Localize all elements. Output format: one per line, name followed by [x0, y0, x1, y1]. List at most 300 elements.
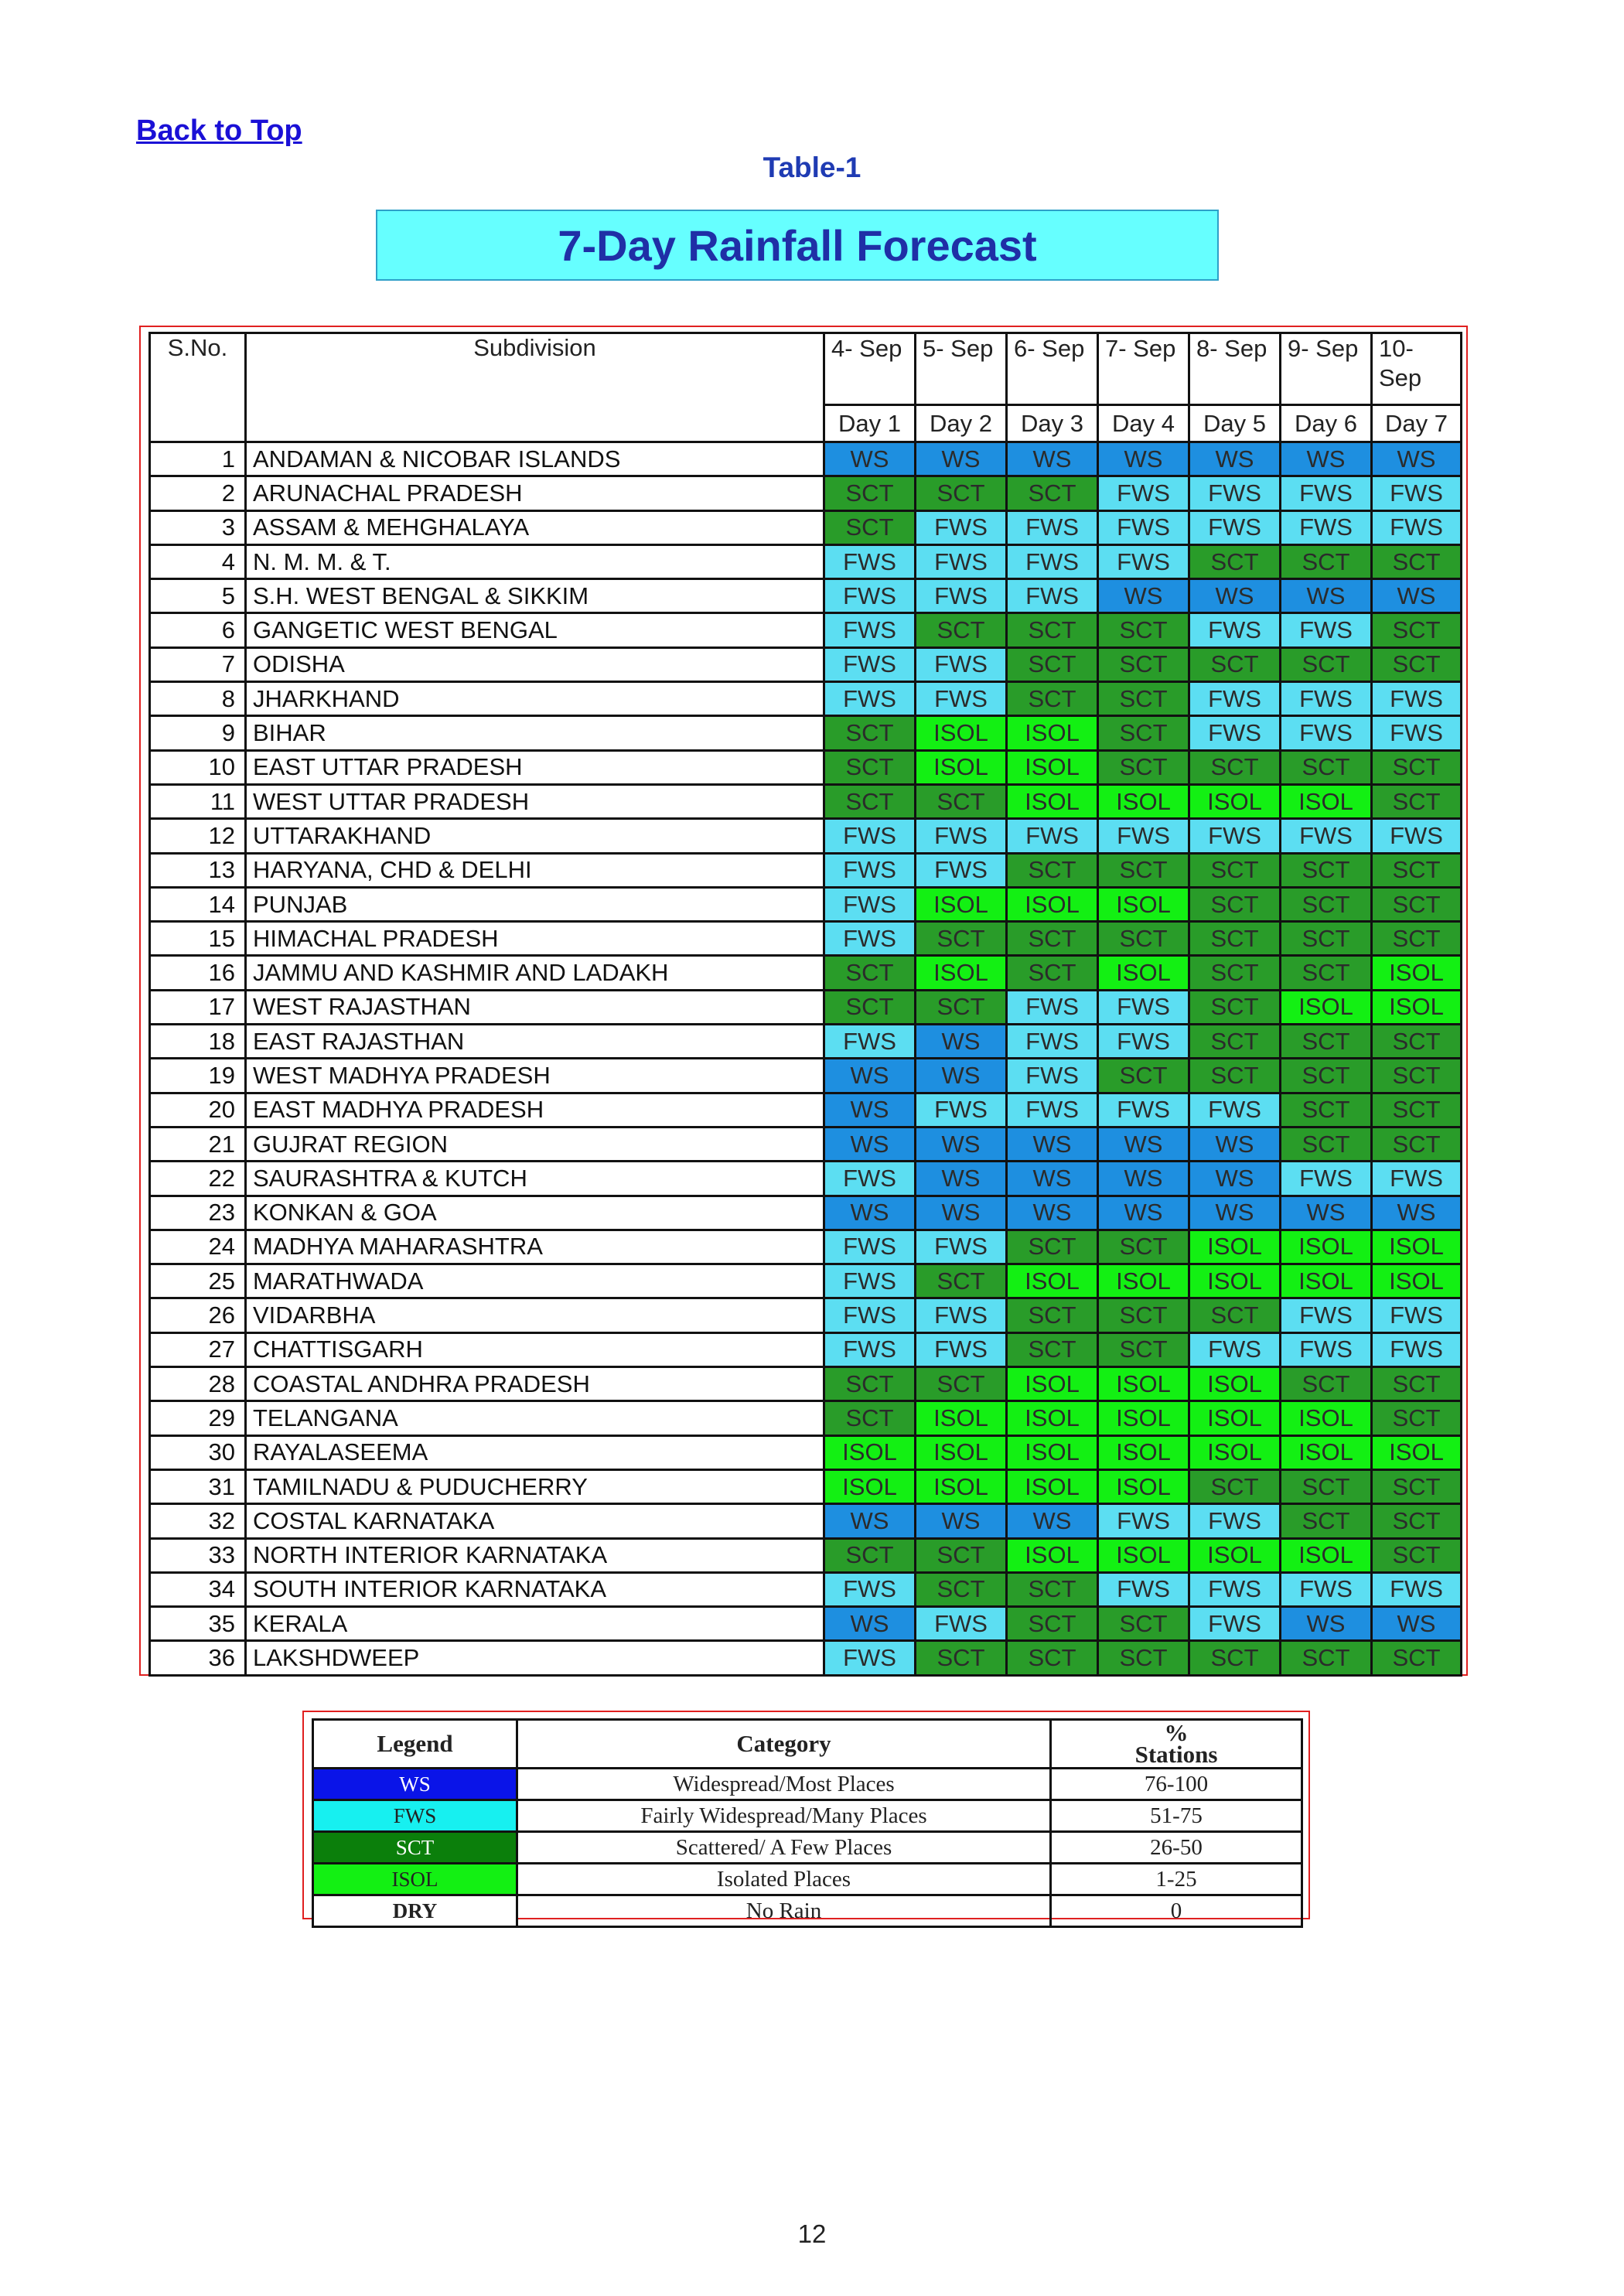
legend-code: SCT: [313, 1832, 517, 1864]
forecast-cell: FWS: [916, 1607, 1007, 1641]
row-serial-number: 19: [150, 1059, 246, 1093]
forecast-cell: WS: [824, 1196, 916, 1230]
forecast-cell: SCT: [1007, 682, 1098, 716]
forecast-cell: SCT: [1372, 1469, 1462, 1503]
forecast-cell: ISOL: [1189, 1367, 1281, 1401]
forecast-cell: WS: [1372, 579, 1462, 613]
forecast-cell: ISOL: [1189, 1435, 1281, 1469]
forecast-cell: WS: [1281, 442, 1372, 476]
row-serial-number: 26: [150, 1298, 246, 1332]
forecast-cell: FWS: [1372, 716, 1462, 750]
day-header: Day 2: [916, 405, 1007, 442]
table-row: [150, 1196, 1462, 1230]
forecast-cell: FWS: [1098, 544, 1189, 578]
forecast-cell: SCT: [1098, 922, 1189, 956]
subdivision-name: TAMILNADU & PUDUCHERRY: [246, 1469, 824, 1503]
forecast-cell: FWS: [1281, 1298, 1372, 1332]
forecast-cell: SCT: [1281, 1469, 1372, 1503]
subdivision-name: JAMMU AND KASHMIR AND LADAKH: [246, 956, 824, 990]
forecast-cell: WS: [1098, 1162, 1189, 1196]
subdivision-name: RAYALASEEMA: [246, 1435, 824, 1469]
forecast-cell: SCT: [1281, 1093, 1372, 1127]
row-serial-number: 27: [150, 1332, 246, 1366]
table-row: [150, 442, 1462, 476]
legend-category: Isolated Places: [517, 1864, 1051, 1895]
forecast-cell: SCT: [1281, 647, 1372, 681]
row-serial-number: 13: [150, 853, 246, 887]
forecast-cell: SCT: [1281, 1059, 1372, 1093]
forecast-cell: ISOL: [1098, 1367, 1189, 1401]
forecast-cell: SCT: [1281, 750, 1372, 784]
subdivision-name: ANDAMAN & NICOBAR ISLANDS: [246, 442, 824, 476]
forecast-cell: SCT: [1281, 1127, 1372, 1161]
forecast-cell: SCT: [1007, 1641, 1098, 1675]
table-row: [150, 990, 1462, 1024]
day-header: Day 1: [824, 405, 916, 442]
forecast-cell: WS: [1281, 579, 1372, 613]
legend-stations: 0: [1051, 1895, 1302, 1927]
back-to-top-link[interactable]: Back to Top: [136, 114, 302, 147]
forecast-cell: ISOL: [1281, 1538, 1372, 1572]
table-caption: Table-1: [763, 152, 861, 183]
forecast-cell: FWS: [824, 1162, 916, 1196]
forecast-cell: ISOL: [916, 887, 1007, 921]
forecast-cell: SCT: [1007, 1607, 1098, 1641]
forecast-table: [148, 332, 1462, 1677]
legend-row: [313, 1832, 1302, 1864]
forecast-cell: WS: [916, 1504, 1007, 1538]
forecast-cell: SCT: [1098, 682, 1189, 716]
forecast-cell: FWS: [1281, 1572, 1372, 1606]
table-row: [150, 956, 1462, 990]
subdivision-name: EAST RAJASTHAN: [246, 1025, 824, 1059]
forecast-cell: SCT: [1372, 1093, 1462, 1127]
table-row: [150, 887, 1462, 921]
forecast-cell: SCT: [1189, 544, 1281, 578]
forecast-cell: ISOL: [1281, 990, 1372, 1024]
forecast-cell: SCT: [824, 1401, 916, 1435]
table-row: [150, 1298, 1462, 1332]
row-serial-number: 10: [150, 750, 246, 784]
forecast-cell: SCT: [1372, 647, 1462, 681]
forecast-cell: ISOL: [1189, 1264, 1281, 1298]
row-serial-number: 25: [150, 1264, 246, 1298]
stations-header-label: Stations: [1134, 1741, 1218, 1768]
forecast-cell: ISOL: [1098, 1469, 1189, 1503]
table-row: [150, 853, 1462, 887]
forecast-cell: ISOL: [916, 1401, 1007, 1435]
forecast-cell: SCT: [1372, 1401, 1462, 1435]
forecast-cell: FWS: [1007, 819, 1098, 853]
forecast-cell: SCT: [1372, 1641, 1462, 1675]
forecast-cell: WS: [824, 1059, 916, 1093]
forecast-cell: FWS: [1189, 682, 1281, 716]
table-row: [150, 1401, 1462, 1435]
forecast-cell: FWS: [1098, 1572, 1189, 1606]
subdivision-name: MARATHWADA: [246, 1264, 824, 1298]
forecast-cell: SCT: [1098, 1607, 1189, 1641]
row-serial-number: 16: [150, 956, 246, 990]
forecast-cell: FWS: [916, 1093, 1007, 1127]
forecast-cell: SCT: [1281, 853, 1372, 887]
forecast-cell: SCT: [1372, 887, 1462, 921]
subdivision-name: ARUNACHAL PRADESH: [246, 476, 824, 510]
subdivision-name: MADHYA MAHARASHTRA: [246, 1230, 824, 1264]
forecast-cell: SCT: [1281, 544, 1372, 578]
day-header: Day 7: [1372, 405, 1462, 442]
row-serial-number: 31: [150, 1469, 246, 1503]
row-serial-number: 34: [150, 1572, 246, 1606]
forecast-cell: SCT: [1189, 1298, 1281, 1332]
forecast-cell: SCT: [1098, 716, 1189, 750]
forecast-cell: SCT: [824, 1538, 916, 1572]
table-row: [150, 1367, 1462, 1401]
subdivision-name: GANGETIC WEST BENGAL: [246, 613, 824, 647]
subdivision-name: EAST UTTAR PRADESH: [246, 750, 824, 784]
subdivision-name: HARYANA, CHD & DELHI: [246, 853, 824, 887]
row-serial-number: 5: [150, 579, 246, 613]
legend-stations: 51-75: [1051, 1800, 1302, 1832]
legend-stations: 26-50: [1051, 1832, 1302, 1864]
forecast-cell: SCT: [1372, 1504, 1462, 1538]
forecast-cell: SCT: [1098, 1298, 1189, 1332]
forecast-cell: FWS: [824, 1264, 916, 1298]
forecast-cell: SCT: [824, 1367, 916, 1401]
forecast-cell: SCT: [1007, 956, 1098, 990]
forecast-cell: FWS: [824, 544, 916, 578]
forecast-cell: FWS: [1281, 716, 1372, 750]
forecast-cell: SCT: [1281, 887, 1372, 921]
table-row: [150, 579, 1462, 613]
forecast-cell: ISOL: [824, 1435, 916, 1469]
forecast-cell: SCT: [1189, 922, 1281, 956]
forecast-cell: SCT: [1098, 647, 1189, 681]
subdivision-name: ASSAM & MEHGHALAYA: [246, 510, 824, 544]
legend-table-body: [313, 1769, 1302, 1927]
forecast-cell: ISOL: [1189, 784, 1281, 818]
forecast-cell: SCT: [916, 1538, 1007, 1572]
forecast-cell: FWS: [1281, 613, 1372, 647]
forecast-cell: SCT: [1098, 1332, 1189, 1366]
row-serial-number: 14: [150, 887, 246, 921]
subdivision-name: JHARKHAND: [246, 682, 824, 716]
forecast-cell: SCT: [916, 613, 1007, 647]
forecast-cell: ISOL: [1281, 1435, 1372, 1469]
forecast-cell: FWS: [824, 1025, 916, 1059]
forecast-cell: FWS: [824, 1332, 916, 1366]
forecast-cell: ISOL: [1372, 1230, 1462, 1264]
forecast-cell: FWS: [1189, 1093, 1281, 1127]
legend-code: DRY: [313, 1895, 517, 1927]
subdivision-name: KONKAN & GOA: [246, 1196, 824, 1230]
forecast-cell: SCT: [1281, 922, 1372, 956]
forecast-cell: WS: [916, 1059, 1007, 1093]
forecast-cell: SCT: [916, 922, 1007, 956]
forecast-cell: FWS: [1007, 990, 1098, 1024]
forecast-cell: ISOL: [1098, 784, 1189, 818]
forecast-cell: SCT: [1189, 956, 1281, 990]
forecast-cell: WS: [916, 1127, 1007, 1161]
forecast-cell: SCT: [1372, 613, 1462, 647]
table-row: [150, 1127, 1462, 1161]
forecast-cell: SCT: [1189, 750, 1281, 784]
date-header: 7- Sep: [1098, 333, 1189, 405]
table-row: [150, 1264, 1462, 1298]
table-row: [150, 819, 1462, 853]
forecast-cell: SCT: [824, 990, 916, 1024]
table-row: [150, 922, 1462, 956]
forecast-cell: WS: [1189, 1162, 1281, 1196]
forecast-cell: WS: [1281, 1607, 1372, 1641]
forecast-cell: SCT: [824, 784, 916, 818]
subdivision-name: ODISHA: [246, 647, 824, 681]
subdivision-header: Subdivision: [246, 333, 824, 442]
forecast-cell: FWS: [1372, 1162, 1462, 1196]
row-serial-number: 7: [150, 647, 246, 681]
forecast-cell: FWS: [824, 1298, 916, 1332]
forecast-cell: ISOL: [1281, 1401, 1372, 1435]
forecast-cell: SCT: [1372, 784, 1462, 818]
forecast-cell: WS: [824, 1607, 916, 1641]
forecast-cell: FWS: [824, 819, 916, 853]
forecast-cell: WS: [1098, 579, 1189, 613]
row-serial-number: 32: [150, 1504, 246, 1538]
forecast-cell: ISOL: [1007, 1367, 1098, 1401]
forecast-cell: ISOL: [1007, 784, 1098, 818]
forecast-cell: SCT: [1372, 1059, 1462, 1093]
forecast-cell: SCT: [1007, 647, 1098, 681]
forecast-cell: FWS: [1098, 1504, 1189, 1538]
forecast-table-body: [150, 442, 1462, 1676]
forecast-cell: FWS: [1189, 613, 1281, 647]
subdivision-name: CHATTISGARH: [246, 1332, 824, 1366]
forecast-cell: ISOL: [1098, 1538, 1189, 1572]
table-row: [150, 750, 1462, 784]
forecast-cell: FWS: [824, 1230, 916, 1264]
forecast-cell: ISOL: [1189, 1230, 1281, 1264]
forecast-cell: ISOL: [1007, 1435, 1098, 1469]
table-row: [150, 544, 1462, 578]
forecast-cell: FWS: [916, 647, 1007, 681]
day-header: Day 5: [1189, 405, 1281, 442]
forecast-cell: FWS: [1372, 682, 1462, 716]
forecast-cell: WS: [1098, 442, 1189, 476]
forecast-cell: SCT: [1007, 922, 1098, 956]
page-title: 7-Day Rainfall Forecast: [558, 220, 1037, 270]
date-header: 8- Sep: [1189, 333, 1281, 405]
forecast-cell: SCT: [1189, 990, 1281, 1024]
legend-row: [313, 1769, 1302, 1800]
subdivision-name: WEST RAJASTHAN: [246, 990, 824, 1024]
forecast-cell: SCT: [916, 1572, 1007, 1606]
forecast-cell: SCT: [824, 476, 916, 510]
table-row: [150, 1025, 1462, 1059]
forecast-cell: WS: [1372, 442, 1462, 476]
forecast-cell: ISOL: [1098, 1401, 1189, 1435]
forecast-cell: FWS: [1189, 716, 1281, 750]
day-header: Day 4: [1098, 405, 1189, 442]
forecast-cell: FWS: [1098, 990, 1189, 1024]
forecast-cell: FWS: [1189, 1504, 1281, 1538]
forecast-cell: ISOL: [1189, 1401, 1281, 1435]
row-serial-number: 29: [150, 1401, 246, 1435]
subdivision-name: S.H. WEST BENGAL & SIKKIM: [246, 579, 824, 613]
subdivision-name: VIDARBHA: [246, 1298, 824, 1332]
forecast-cell: FWS: [916, 1298, 1007, 1332]
forecast-cell: ISOL: [1007, 1538, 1098, 1572]
forecast-cell: FWS: [1372, 1298, 1462, 1332]
forecast-cell: FWS: [1281, 819, 1372, 853]
subdivision-name: GUJRAT REGION: [246, 1127, 824, 1161]
legend-header-row: [313, 1720, 1302, 1769]
row-serial-number: 4: [150, 544, 246, 578]
forecast-cell: ISOL: [916, 1469, 1007, 1503]
subdivision-name: WEST MADHYA PRADESH: [246, 1059, 824, 1093]
forecast-cell: SCT: [1098, 1641, 1189, 1675]
forecast-cell: FWS: [1007, 544, 1098, 578]
forecast-cell: SCT: [1007, 853, 1098, 887]
forecast-cell: WS: [824, 1093, 916, 1127]
forecast-cell: FWS: [824, 682, 916, 716]
forecast-cell: SCT: [1281, 1504, 1372, 1538]
forecast-cell: FWS: [1098, 476, 1189, 510]
forecast-cell: SCT: [1007, 1572, 1098, 1606]
forecast-cell: WS: [1189, 1127, 1281, 1161]
forecast-cell: SCT: [824, 510, 916, 544]
subdivision-name: HIMACHAL PRADESH: [246, 922, 824, 956]
date-header: 10- Sep: [1372, 333, 1462, 405]
subdivision-name: LAKSHDWEEP: [246, 1641, 824, 1675]
legend-code: WS: [313, 1769, 517, 1800]
forecast-cell: ISOL: [1372, 1264, 1462, 1298]
row-serial-number: 11: [150, 784, 246, 818]
page-number: 12: [797, 2219, 827, 2248]
forecast-cell: FWS: [1372, 819, 1462, 853]
forecast-cell: FWS: [1189, 510, 1281, 544]
forecast-cell: SCT: [916, 1367, 1007, 1401]
forecast-cell: WS: [1189, 579, 1281, 613]
forecast-cell: FWS: [1189, 476, 1281, 510]
row-serial-number: 12: [150, 819, 246, 853]
legend-row: [313, 1864, 1302, 1895]
forecast-cell: FWS: [824, 613, 916, 647]
forecast-cell: WS: [824, 1504, 916, 1538]
forecast-cell: WS: [1372, 1607, 1462, 1641]
forecast-cell: SCT: [1281, 1641, 1372, 1675]
legend-frame: [302, 1711, 1310, 1923]
forecast-cell: WS: [1281, 1196, 1372, 1230]
legend-code: ISOL: [313, 1864, 517, 1895]
forecast-cell: WS: [916, 1196, 1007, 1230]
forecast-cell: ISOL: [824, 1469, 916, 1503]
table-row: [150, 476, 1462, 510]
forecast-cell: FWS: [1372, 1572, 1462, 1606]
forecast-cell: ISOL: [1007, 887, 1098, 921]
forecast-cell: ISOL: [1007, 1469, 1098, 1503]
forecast-cell: FWS: [824, 647, 916, 681]
forecast-cell: FWS: [916, 1230, 1007, 1264]
row-serial-number: 30: [150, 1435, 246, 1469]
forecast-cell: SCT: [1372, 544, 1462, 578]
legend-category: Fairly Widespread/Many Places: [517, 1800, 1051, 1832]
legend-category: Scattered/ A Few Places: [517, 1832, 1051, 1864]
forecast-cell: WS: [1007, 1127, 1098, 1161]
forecast-cell: ISOL: [916, 716, 1007, 750]
forecast-cell: FWS: [1281, 1332, 1372, 1366]
forecast-cell: ISOL: [1098, 887, 1189, 921]
forecast-cell: SCT: [824, 716, 916, 750]
forecast-cell: SCT: [1281, 1367, 1372, 1401]
legend-category: Widespread/Most Places: [517, 1769, 1051, 1800]
forecast-cell: ISOL: [916, 750, 1007, 784]
forecast-cell: SCT: [1098, 613, 1189, 647]
forecast-cell: ISOL: [1098, 956, 1189, 990]
row-serial-number: 2: [150, 476, 246, 510]
forecast-cell: ISOL: [1281, 1264, 1372, 1298]
forecast-cell: ISOL: [1098, 1435, 1189, 1469]
forecast-cell: SCT: [916, 1641, 1007, 1675]
forecast-cell: ISOL: [1007, 1401, 1098, 1435]
date-header-row: [150, 333, 1462, 405]
forecast-cell: FWS: [1189, 1332, 1281, 1366]
forecast-cell: SCT: [1189, 853, 1281, 887]
forecast-cell: WS: [824, 1127, 916, 1161]
table-row: [150, 1059, 1462, 1093]
forecast-cell: WS: [1007, 1162, 1098, 1196]
forecast-cell: SCT: [1372, 853, 1462, 887]
legend-row: [313, 1895, 1302, 1927]
date-header: 5- Sep: [916, 333, 1007, 405]
forecast-cell: SCT: [1098, 1230, 1189, 1264]
forecast-cell: FWS: [1372, 1332, 1462, 1366]
table-row: [150, 1538, 1462, 1572]
forecast-cell: SCT: [1189, 1641, 1281, 1675]
forecast-cell: FWS: [1007, 1059, 1098, 1093]
forecast-cell: SCT: [1007, 613, 1098, 647]
legend-stations: 1-25: [1051, 1864, 1302, 1895]
forecast-cell: SCT: [1372, 1025, 1462, 1059]
day-header: Day 6: [1281, 405, 1372, 442]
legend-stations: 76-100: [1051, 1769, 1302, 1800]
row-serial-number: 21: [150, 1127, 246, 1161]
table-row: [150, 1162, 1462, 1196]
forecast-cell: FWS: [1098, 1025, 1189, 1059]
forecast-cell: FWS: [824, 1572, 916, 1606]
forecast-cell: FWS: [824, 579, 916, 613]
row-serial-number: 23: [150, 1196, 246, 1230]
forecast-cell: WS: [1007, 1504, 1098, 1538]
table-row: [150, 647, 1462, 681]
row-serial-number: 22: [150, 1162, 246, 1196]
forecast-cell: ISOL: [1189, 1538, 1281, 1572]
forecast-cell: WS: [916, 1025, 1007, 1059]
forecast-cell: FWS: [1281, 510, 1372, 544]
table-row: [150, 1093, 1462, 1127]
forecast-cell: FWS: [1372, 510, 1462, 544]
forecast-cell: SCT: [1189, 1025, 1281, 1059]
row-serial-number: 35: [150, 1607, 246, 1641]
forecast-cell: SCT: [1098, 853, 1189, 887]
row-serial-number: 33: [150, 1538, 246, 1572]
date-header: 9- Sep: [1281, 333, 1372, 405]
forecast-cell: ISOL: [916, 956, 1007, 990]
forecast-cell: SCT: [1007, 1332, 1098, 1366]
legend-table: [312, 1718, 1303, 1928]
forecast-cell: WS: [1372, 1196, 1462, 1230]
forecast-cell: SCT: [1372, 1367, 1462, 1401]
forecast-cell: FWS: [824, 1641, 916, 1675]
row-serial-number: 24: [150, 1230, 246, 1264]
